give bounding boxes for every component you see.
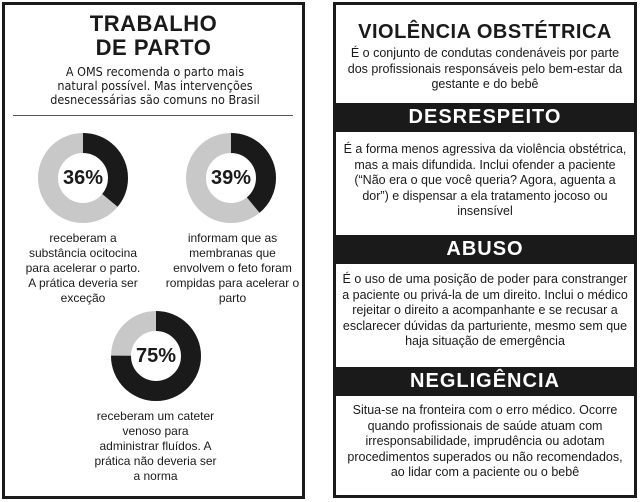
section-heading-disrespect: DESRESPEITO	[336, 103, 634, 132]
violence-intro: É o conjunto de condutas condenáveis por parte dos profissionais responsáveis pelo bem-estar da gestante e do bebê	[347, 46, 623, 91]
stat-percent-membranes: 39%	[210, 166, 252, 189]
stat-donut-membranes	[185, 132, 277, 224]
stat-percent-oxytocin: 36%	[62, 166, 104, 189]
stat-text-catheter: receberam um cateter venoso para administrar fluídos. A prática não deveria ser a norma	[94, 409, 217, 483]
stat-donut-catheter	[110, 310, 202, 402]
stat-text-oxytocin: receberam a substância ocitocina para acelerar o parto. A prática deveria ser exceção	[25, 231, 141, 305]
divider	[13, 115, 293, 116]
violence-title: VIOLÊNCIA OBSTÉTRICA	[358, 21, 612, 43]
obstetric-violence-panel	[333, 2, 637, 498]
stat-donut-oxytocin	[37, 132, 129, 224]
labor-panel	[2, 2, 305, 499]
section-text-negligence: Situa-se na fronteira com o erro médico. Ocorre quando profissionais de saúde atuam com irresponsabilidade, imprudência ou adotam procedimentos superados ou não recomendados, ao lidar com a paciente ou o bebê	[347, 403, 623, 479]
labor-title-line2: DE PARTO	[95, 35, 212, 60]
labor-intro: A OMS recomenda o parto mais natural possível. Mas intervenções desnecessárias são comuns no Brasil	[50, 64, 260, 107]
section-heading-abuse: ABUSO	[336, 235, 634, 264]
section-heading-negligence: NEGLIGÊNCIA	[336, 367, 634, 396]
stat-text-membranes: informam que as membranas que envolvem o feto foram rompidas para acelerar o parto	[165, 231, 300, 305]
labor-title-line1: TRABALHO	[89, 11, 218, 36]
section-text-disrespect: É a forma menos agressiva da violência obstétrica, mas a mais difundida. Inclui ofender a paciente (“Não era o que você queria? Agora, aguenta a dor”) e dispensar a ela tratamento jocoso ou insensível	[343, 142, 627, 218]
stat-percent-catheter: 75%	[135, 344, 177, 367]
section-text-abuse: É o uso de uma posição de poder para constranger a paciente ou privá-la de um direito. Inclui o médico rejeitar o direito a acompanhante e se recusar a esclarecer dúvidas da parturiente, mesmo sem que haja situação de emergência	[342, 272, 628, 348]
